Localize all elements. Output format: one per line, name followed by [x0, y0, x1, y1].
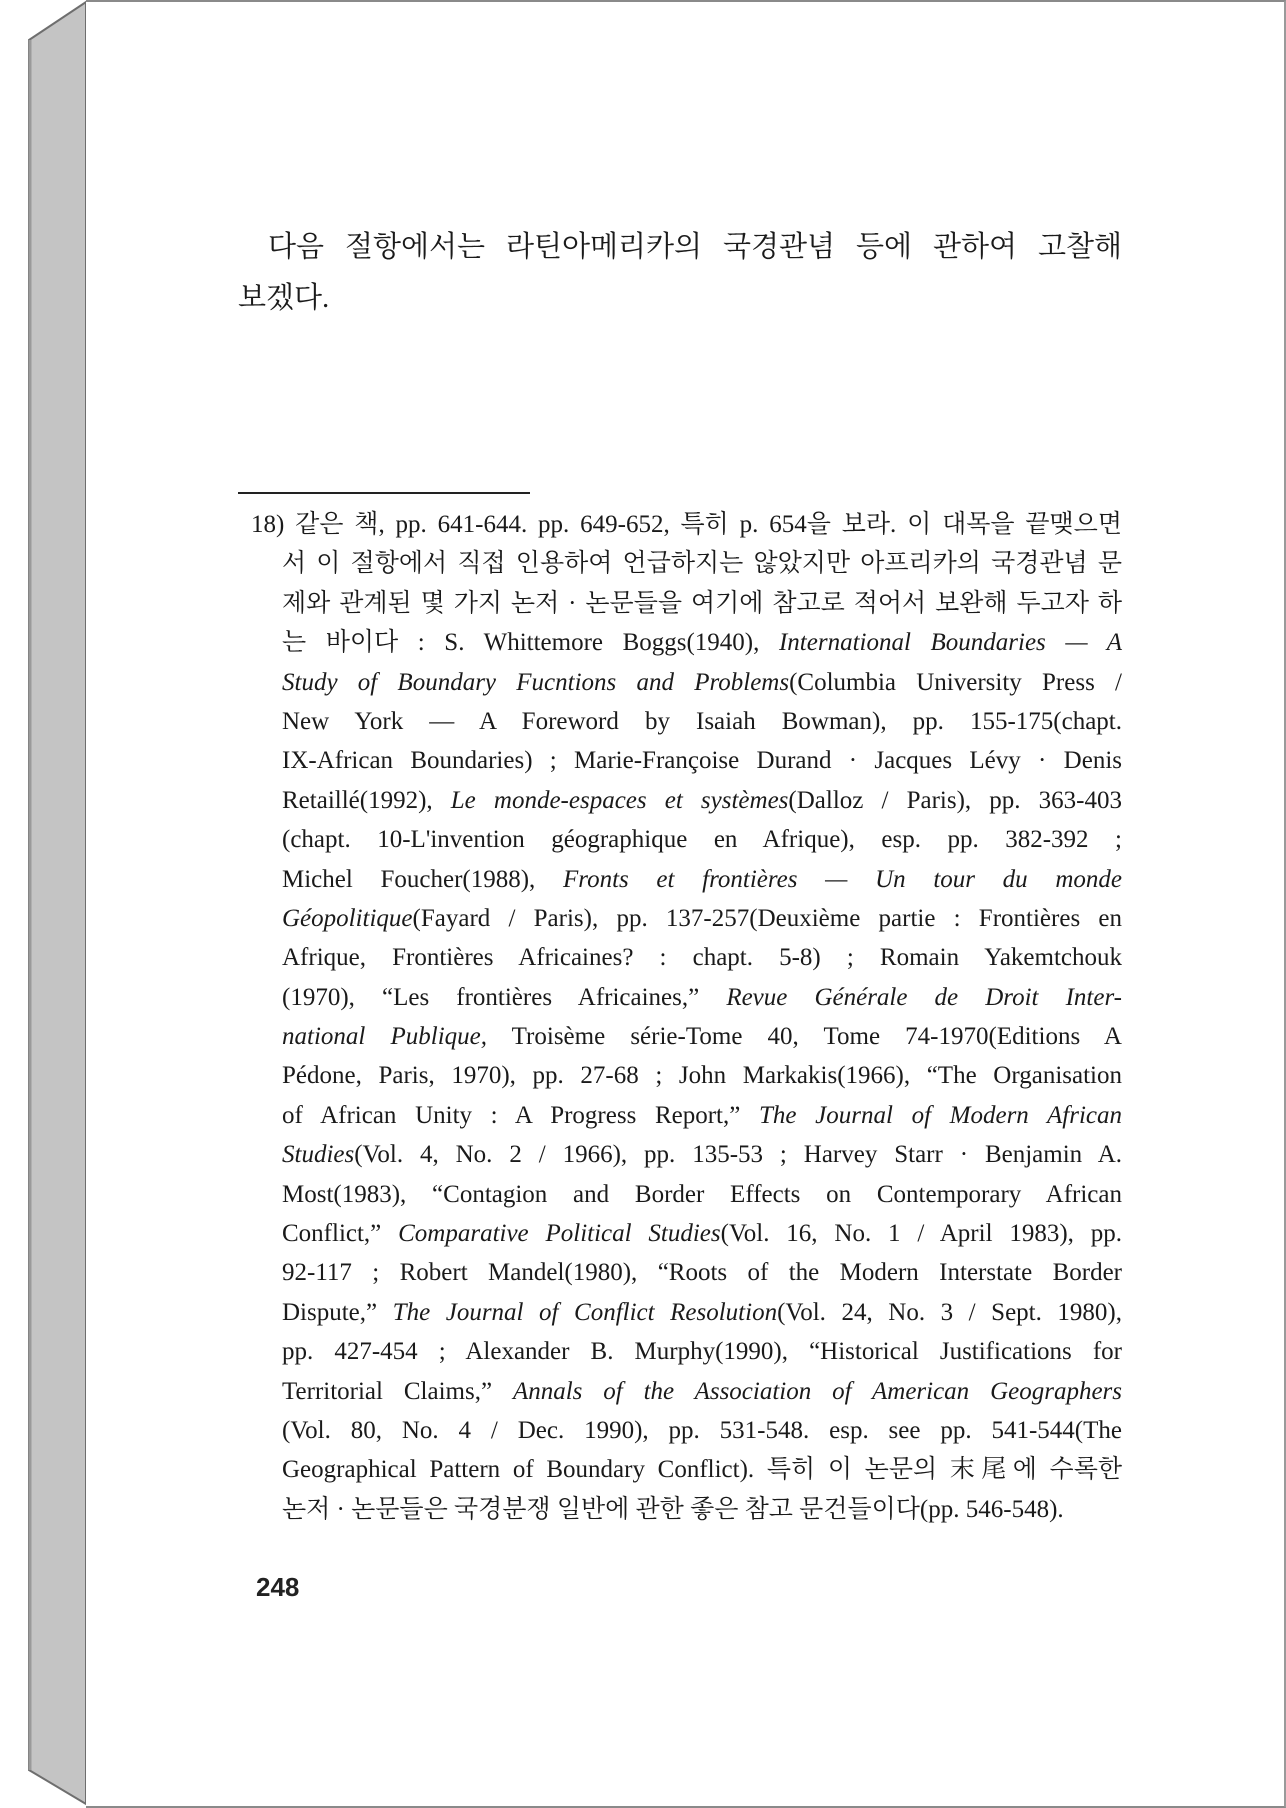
- text-run: of African Unity : A Progress Report,”: [282, 1101, 759, 1129]
- italic-title: Annals of the Association of American Geographers: [512, 1377, 1122, 1405]
- text-run: 서 이 절항에서 직접 인용하여 언급하지는 않았지만 아프리카의 국경관념 문: [282, 550, 1122, 578]
- italic-title: Fronts et frontières — Un tour du monde: [563, 865, 1122, 893]
- text-line: [251, 1135, 1122, 1174]
- book-spine-edge: [0, 0, 90, 1806]
- text-line: [251, 1096, 1122, 1135]
- text-line: [251, 505, 1122, 544]
- italic-title: Le monde-espaces et systèmes: [450, 786, 789, 814]
- text-run: Dispute,”: [282, 1298, 393, 1326]
- italic-title: The Journal of Modern African: [759, 1101, 1122, 1129]
- text-run: (Vol. 16, No. 1 / April 1983), pp.: [720, 1220, 1122, 1248]
- text-run: 논저 · 논문들은 국경분쟁 일반에 관한 좋은 참고 문건들이다(pp. 546-548).: [282, 1495, 1064, 1523]
- footnote-18: [251, 505, 1122, 1529]
- text-run: (1970), “Les frontières Africaines,”: [282, 983, 727, 1011]
- italic-title: Comparative Political Studies: [398, 1220, 721, 1248]
- text-run: (Columbia University Press /: [789, 668, 1122, 696]
- text-run: Afrique, Frontières Africaines? : chapt. 5-8) ; Romain Yakemtchouk: [282, 944, 1122, 972]
- body-paragraph: [238, 222, 1122, 324]
- text-run: Most(1983), “Contagion and Border Effects on Contemporary African: [282, 1180, 1122, 1208]
- text-line: [251, 820, 1122, 859]
- text-run: Michel Foucher(1988),: [282, 865, 563, 893]
- text-run: (Vol. 80, No. 4 / Dec. 1990), pp. 531-548. esp. see pp. 541-544(The: [282, 1416, 1122, 1444]
- text-run: Geographical Pattern of Boundary Conflict). 특히 이 논문의 末尾에 수록한: [282, 1456, 1122, 1484]
- text-line: [251, 544, 1122, 583]
- text-line: [251, 1017, 1122, 1056]
- text-run: Troisème série-Tome 40, Tome 74-1970(Editions A: [486, 1023, 1122, 1051]
- text-line: [238, 222, 1122, 273]
- footnote-separator: [238, 492, 530, 494]
- text-run: New York — A Foreword by Isaiah Bowman), pp. 155-175(chapt.: [282, 707, 1122, 735]
- text-run: 는 바이다 : S. Whittemore Boggs(1940),: [282, 629, 779, 657]
- text-line: [251, 1214, 1122, 1253]
- text-line: [251, 1450, 1122, 1489]
- text-line: [251, 899, 1122, 938]
- text-line: [251, 1332, 1122, 1371]
- text-line: [251, 584, 1122, 623]
- text-line: [251, 1056, 1122, 1095]
- text-run: IX-African Boundaries) ; Marie-Françoise Durand · Jacques Lévy · Denis: [282, 747, 1122, 775]
- italic-title: International Boundaries — A: [778, 629, 1122, 657]
- text-line: [251, 1175, 1122, 1214]
- text-line: [251, 623, 1122, 662]
- text-line: [251, 1253, 1122, 1292]
- text-run: 92-117 ; Robert Mandel(1980), “Roots of the Modern Interstate Border: [282, 1259, 1122, 1287]
- text-run: Pédone, Paris, 1970), pp. 27-68 ; John Markakis(1966), “The Organisation: [282, 1062, 1122, 1090]
- text-line: [251, 741, 1122, 780]
- italic-title: national Publique,: [282, 1023, 487, 1051]
- italic-title: The Journal of Conflict Resolution: [392, 1298, 778, 1326]
- text-run: 보겠다.: [238, 282, 330, 314]
- text-line: [251, 1293, 1122, 1332]
- text-run: (Fayard / Paris), pp. 137-257(Deuxième partie : Frontières en: [412, 904, 1122, 932]
- text-run: pp. 427-454 ; Alexander B. Murphy(1990), “Historical Justifications for: [282, 1338, 1122, 1366]
- text-run: 다음 절항에서는 라틴아메리카의 국경관념 등에 관하여 고찰해: [268, 231, 1122, 263]
- text-line: [251, 978, 1122, 1017]
- text-run: (chapt. 10-L'invention géographique en Afrique), esp. pp. 382-392 ;: [282, 826, 1122, 854]
- italic-title: Revue Générale de Droit Inter-: [726, 983, 1122, 1011]
- text-run: (Dalloz / Paris), pp. 363-403: [788, 786, 1122, 814]
- text-line: [251, 1372, 1122, 1411]
- text-run: Retaillé(1992),: [282, 786, 451, 814]
- italic-title: Géopolitique: [282, 904, 413, 932]
- text-run: 제와 관계된 몇 가지 논저 · 논문들을 여기에 참고로 적어서 보완해 두고자 하: [282, 589, 1122, 617]
- text-line: [251, 702, 1122, 741]
- text-run: Territorial Claims,”: [282, 1377, 513, 1405]
- text-line: [251, 860, 1122, 899]
- text-line: [251, 1490, 1122, 1529]
- text-line: [251, 938, 1122, 977]
- text-line: [238, 273, 1122, 324]
- text-run: Conflict,”: [282, 1220, 399, 1248]
- text-line: [251, 663, 1122, 702]
- text-run: (Vol. 24, No. 3 / Sept. 1980),: [777, 1298, 1122, 1326]
- text-line: [251, 1411, 1122, 1450]
- text-run: 18) 같은 책, pp. 641-644. pp. 649-652, 특히 p. 654을 보라. 이 대목을 끝맺으면: [251, 511, 1122, 538]
- page-number: 248: [256, 1572, 300, 1602]
- italic-title: Studies: [282, 1141, 355, 1169]
- text-line: [251, 781, 1122, 820]
- text-run: (Vol. 4, No. 2 / 1966), pp. 135-53 ; Harvey Starr · Benjamin A.: [354, 1141, 1122, 1169]
- italic-title: Study of Boundary Fucntions and Problems: [282, 668, 790, 696]
